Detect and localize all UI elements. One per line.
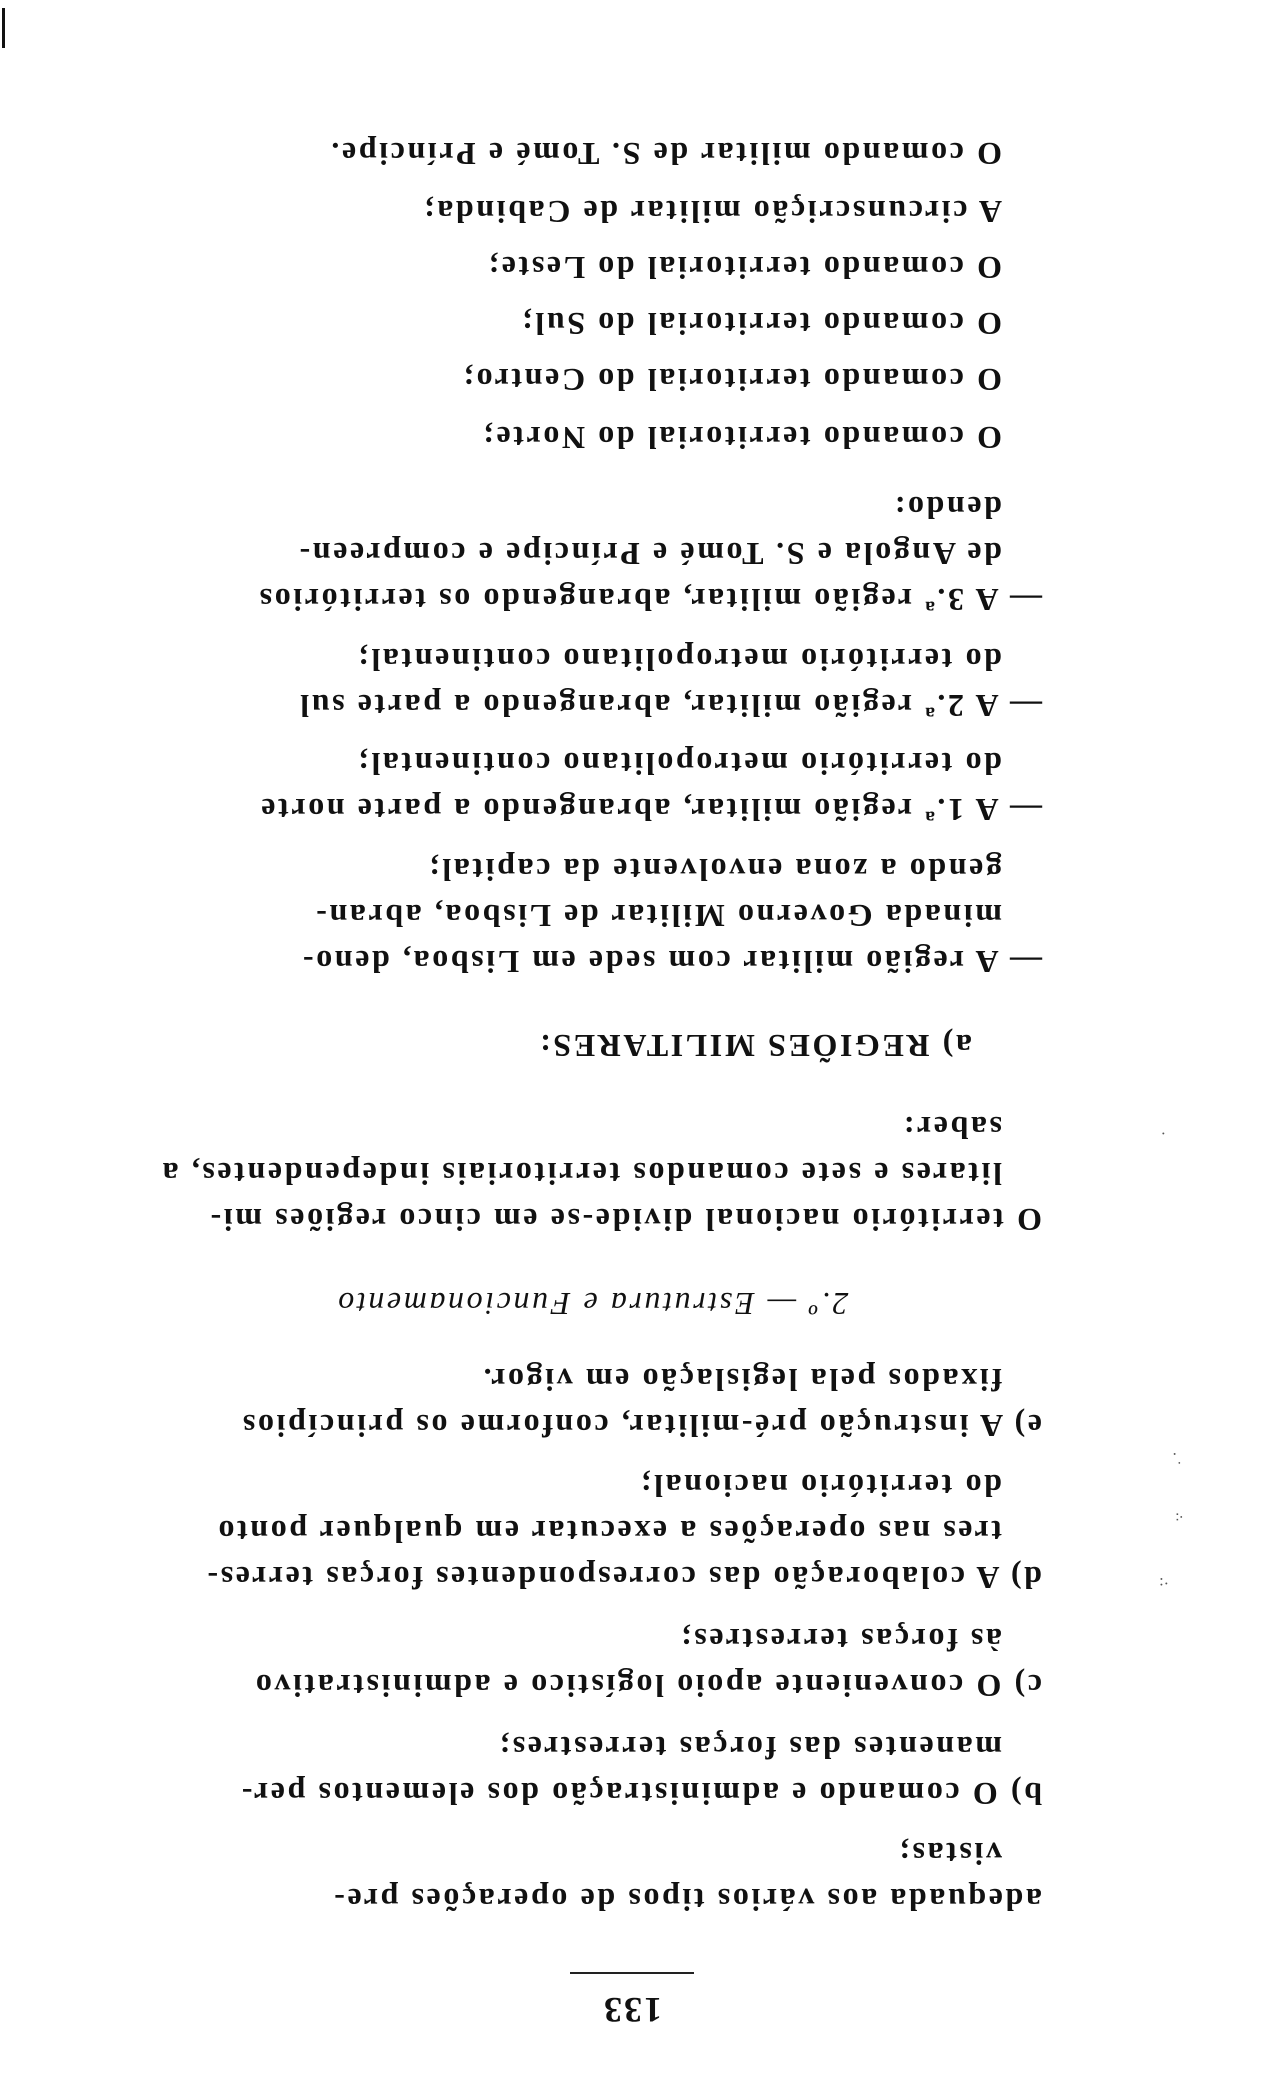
text-line: — A região militar com sede em Lisboa, deno- xyxy=(300,944,1042,980)
text-line: O comando militar de S. Tomé e Príncipe. xyxy=(328,136,1002,172)
text-line: — A 2.ª região militar, abrangendo a parte sul xyxy=(297,688,1042,724)
text-line: c) O conveniente apoio logístico e administrativo xyxy=(253,1668,1042,1704)
margin-speck: ˙. xyxy=(1172,1449,1182,1466)
edge-mark xyxy=(2,8,5,48)
text-line: adequada aos vários tipos de operações pre- xyxy=(331,1882,1042,1918)
text-line: a) REGIÕES MILITARES: xyxy=(537,1028,972,1064)
text-line: do território metropolitano continental; xyxy=(355,642,1002,678)
text-line: vistas; xyxy=(896,1836,1002,1872)
text-line: tres nas operações a executar em qualquer ponto xyxy=(215,1514,1002,1550)
text-line: A circunscrição militar de Cabinda; xyxy=(421,194,1002,230)
text-line: do território metropolitano continental; xyxy=(355,746,1002,782)
text-line: fixados pela legislação em vigor. xyxy=(480,1362,1002,1398)
text-line: às forças terrestres; xyxy=(678,1622,1002,1658)
text-line: do território nacional; xyxy=(638,1468,1002,1504)
text-line: O comando territorial do Centro; xyxy=(460,362,1002,398)
margin-speck: ·: xyxy=(1159,1574,1169,1591)
text-line: — A 1.ª região militar, abrangendo a parte norte xyxy=(258,792,1042,828)
text-line: manentes das forças terrestres; xyxy=(496,1730,1002,1766)
text-line: dendo: xyxy=(892,490,1002,526)
text-line: O comando territorial do Norte; xyxy=(480,420,1002,456)
text-line: O comando territorial do Leste; xyxy=(485,250,1002,286)
text-line: O comando territorial do Sul; xyxy=(519,306,1002,342)
page-number: 133 xyxy=(602,1990,662,2030)
margin-speck: ⁖ xyxy=(1174,1507,1184,1524)
text-line: litares e sete comandos territoriais independentes, a xyxy=(160,1156,1002,1192)
text-line: O território nacional divide-se em cinco regiões mi- xyxy=(208,1202,1042,1238)
text-line: e) A instrução pré-militar, conforme os princípios xyxy=(240,1408,1042,1444)
text-line: gendo a zona envolvente da capital; xyxy=(426,852,1002,888)
text-line: b) O comando e administração dos elementos per- xyxy=(239,1776,1042,1812)
folio-rule xyxy=(570,1972,694,1974)
text-line: minada Governo Militar de Lisboa, abran- xyxy=(313,898,1002,934)
margin-speck: · xyxy=(1160,1124,1166,1141)
text-line: saber: xyxy=(901,1110,1002,1146)
text-line: d) A colaboração das correspondentes forças terres- xyxy=(204,1560,1042,1596)
text-line: de Angola e S. Tomé e Príncipe e compreen- xyxy=(297,536,1002,572)
text-line: 2.º — Estrutura e Funcionamento xyxy=(335,1286,849,1322)
text-line: — A 3.ª região militar, abrangendo os territórios xyxy=(257,582,1042,618)
